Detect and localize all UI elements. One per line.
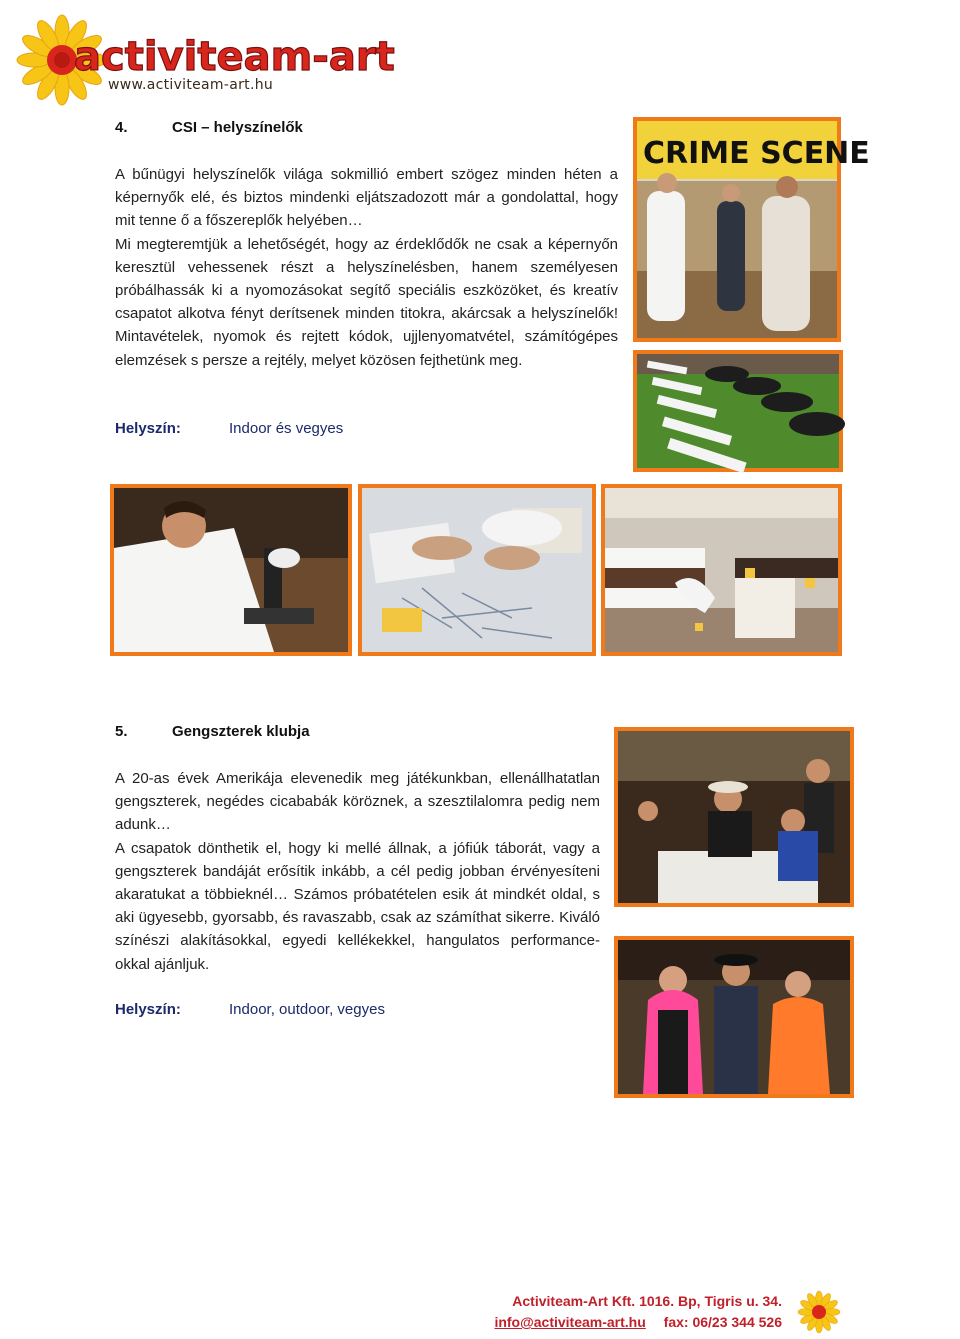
section-5-location-value: Indoor, outdoor, vegyes [229,1001,385,1018]
section-5-heading [115,723,535,743]
section-5-paragraph-2: A csapatok dönthetik el, hogy ki mellé állnak, a jófiúk táborát, vagy a gengszterek bandáját erősítik inkább, a cél pedig jobban érvényesíteni akaratukat a többieknél… Számos próbatételen esik át mindkét oldal, s aki ügyesebb, gyorsabb, és ravaszabb, csak az számíthat sikerre. Kiváló színészi alakításokkal, egyedi kellékekkel, hangulatos performance-okkal ajánljuk. [115,839,600,973]
photo-evidence-on-grass [633,350,843,472]
photo-crime-scene-tape [633,117,870,342]
footer-contact-line [494,1314,782,1330]
section-4-paragraph-1: A bűnügyi helyszínelők világa sokmillió embert szögez minden héten a képernyők elé, és biztos mindenki eljátszadozott már a gondolattal, hogy mit tenne ő a főszereplők helyében… [115,166,618,230]
footer-flower-icon [796,1290,842,1334]
section-4-paragraph-2: Mi megteremtjük a lehetőségét, hogy az érdeklődők ne csak a képernyőn keresztül vehessenek részt a helyszínelésben, hanem személyesen próbálhassák ki a nyomozásokat segítő speciális eszközöket, és kreatív csapatot alkotva fényt derítsenek minden titokra, akárcsak a helyszínelők! Mintavételek, nyomok és rejtett kódok, ujjlenyomatvétel, számítógépes elemzések s persze a rejtély, melyet közösen fejthetünk meg. [115,235,618,369]
section-4-title: CSI – helyszínelők [172,119,303,136]
logo-url[interactable]: www.activiteam-art.hu [108,77,274,93]
photo-gangster-card-table [614,727,854,907]
footer-company-line: Activiteam-Art Kft. 1016. Bp, Tigris u. 34. [512,1293,782,1309]
section-4-location-value: Indoor és vegyes [229,420,344,437]
crime-scene-tape-text: CRIME SCENE [643,136,870,171]
section-5-location [115,1001,515,1021]
section-4-body [115,163,618,372]
logo-wordmark: activiteam-art [74,34,395,80]
section-5-number: 5. [115,723,128,740]
photo-microscope [110,484,352,656]
photo-evidence-table [358,484,596,656]
section-5-paragraph-1: A 20-as évek Amerikája elevenedik meg játékunkban, ellenállhatatlan gengszterek, negédes cicababák köröznek, a szesztilalomra pedig nem adunk… [115,770,600,834]
section-4-heading [115,119,535,139]
section-5-body [115,767,600,976]
photo-gangster-costumes [614,936,854,1098]
section-4-number: 4. [115,119,128,136]
footer-fax: fax: 06/23 344 526 [663,1314,782,1330]
section-5-location-label: Helyszín: [115,1001,181,1018]
photo-hotel-room-scene [601,484,842,656]
footer-email-link[interactable]: info@activiteam-art.hu [494,1314,646,1330]
section-4-location-label: Helyszín: [115,420,181,437]
section-5-title: Gengszterek klubja [172,723,310,740]
section-4-location [115,420,515,440]
